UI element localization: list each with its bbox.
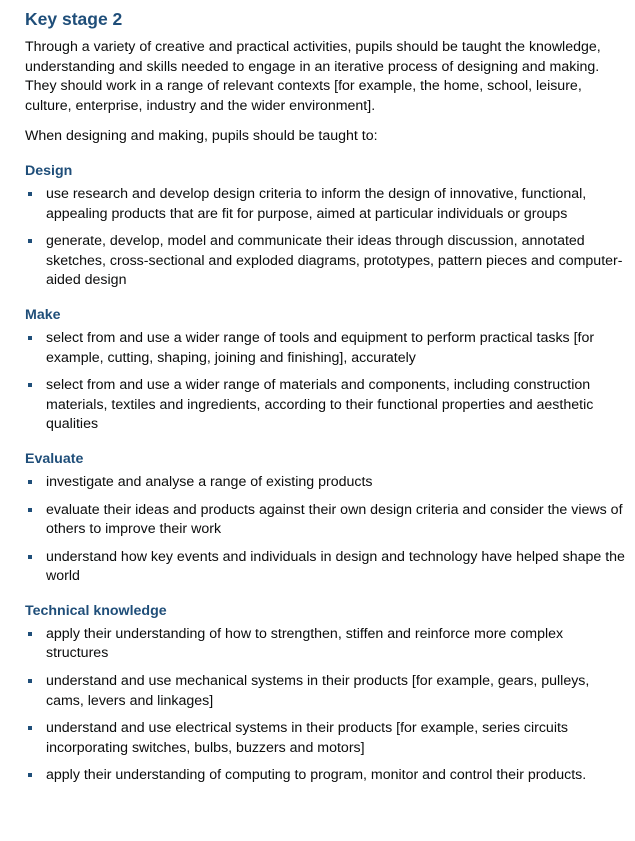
bullet-icon: [28, 632, 32, 636]
list-item-text: apply their understanding of how to strengthen, stiffen and reinforce more complex structures: [46, 625, 564, 662]
section-heading-evaluate: Evaluate: [25, 450, 84, 467]
section-heading-design: Design: [25, 162, 73, 179]
list-item: [25, 548, 625, 587]
page-title: Key stage 2: [25, 9, 123, 29]
list-item: [25, 501, 625, 540]
list-item-text: apply their understanding of computing to program, monitor and control their products.: [46, 767, 587, 784]
list-item: [25, 766, 625, 786]
bullet-icon: [28, 192, 32, 196]
bullet-icon: [28, 679, 32, 683]
bullet-icon: [28, 480, 32, 484]
list-item-text: understand and use electrical systems in their products [for example, series circuits incorporating switches, bulbs, buzzers and motors]: [46, 720, 569, 756]
list-item-text: use research and develop design criteria to inform the design of innovative, functional, appealing products that are fit for purpose, aimed at particular individuals or groups: [46, 185, 587, 222]
bullet-icon: [28, 726, 32, 730]
list-item: [25, 672, 625, 711]
bullet-icon: [28, 239, 32, 243]
list-item: [25, 185, 625, 224]
section-heading-make: Make: [25, 306, 61, 323]
list-item-text: select from and use a wider range of materials and components, including construction materials, textiles and ingredients, according to their functional properties and aesthetic qualities: [46, 377, 594, 433]
bullet-icon: [28, 336, 32, 340]
evaluate-list: [25, 473, 625, 587]
bullet-icon: [28, 508, 32, 512]
intro-paragraph: Through a variety of creative and practical activities, pupils should be taught the knowledge, understanding and skills needed to engage in an iterative process of designing and making. They should work in a range of relevant contexts [for example, the home, school, leisure, culture, enterprise, industry and the wider environment].: [25, 39, 601, 114]
list-item: [25, 719, 625, 758]
design-list: [25, 185, 625, 291]
list-item: [25, 329, 625, 368]
list-item: [25, 625, 625, 664]
list-item: [25, 473, 625, 493]
list-item-text: investigate and analyse a range of existing products: [46, 473, 373, 490]
lead-paragraph: When designing and making, pupils should be taught to:: [25, 128, 378, 145]
bullet-icon: [28, 773, 32, 777]
list-item-text: understand how key events and individuals in design and technology have helped shape the world: [46, 548, 625, 585]
bullet-icon: [28, 555, 32, 559]
list-item-text: understand and use mechanical systems in their products [for example, gears, pulleys, cams, levers and linkages]: [46, 673, 590, 709]
section-heading-technical-knowledge: Technical knowledge: [25, 602, 167, 619]
list-item: [25, 232, 625, 291]
bullet-icon: [28, 383, 32, 387]
list-item-text: select from and use a wider range of tools and equipment to perform practical tasks [for example, cutting, shaping, joining and finishing], accurately: [46, 329, 595, 366]
list-item-text: generate, develop, model and communicate their ideas through discussion, annotated sketches, cross-sectional and exploded diagrams, prototypes, pattern pieces and computer-aided design: [46, 233, 623, 289]
make-list: [25, 329, 625, 435]
list-item: [25, 376, 625, 435]
technical-knowledge-list: [25, 625, 625, 786]
list-item-text: evaluate their ideas and products against their own design criteria and consider the views of others to improve their work: [46, 501, 623, 538]
